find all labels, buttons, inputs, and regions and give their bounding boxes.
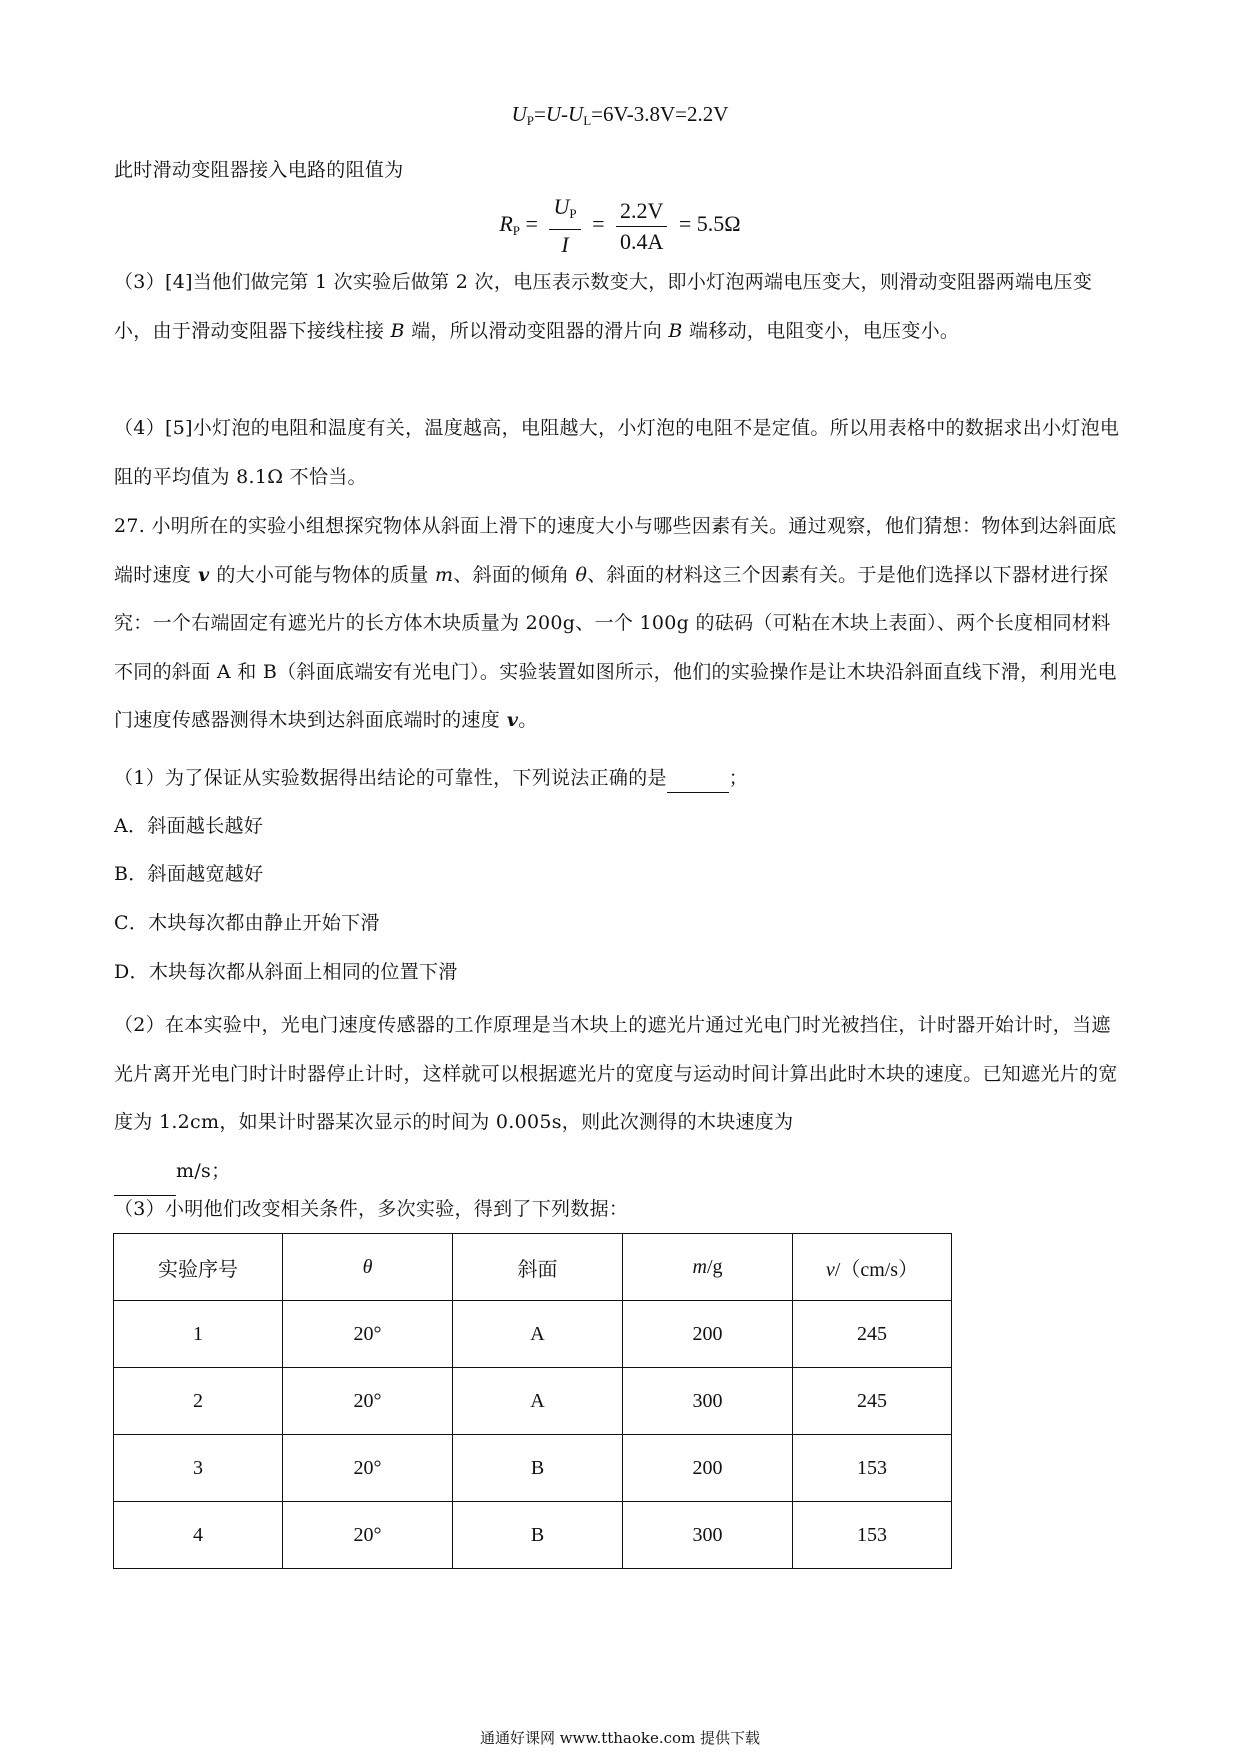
option-a: A．斜面越长越好	[114, 815, 264, 837]
table-row: 1 20° A 200 245	[114, 1301, 952, 1368]
table-header-row	[114, 1234, 952, 1301]
fraction-up-over-i: $\frac{U_P}{I}$	[549, 192, 580, 260]
question-27-part-2: （2）在本实验中，光电门速度传感器的工作原理是当木块上的遮光片通过光电门时光被挡住，计时器开始计时，当遮光片离开光电门时计时器停止计时，这样就可以根据遮光片的宽度与运动时间计算出此时木块的速度。已知遮光片的宽度为 1.2cm，如果计时器某次显示的时间为 0.005s，则此次测得的木块速度为 m/s；	[114, 1001, 1126, 1196]
page-footer: 通通好课网 www.tthaoke.com 提供下载	[479, 1729, 761, 1747]
question-27: 27. 小明所在的实验小组想探究物体从斜面上滑下的速度大小与哪些因素有关。通过观察，他们猜想：物体到达斜面底端时速度 v 的大小可能与物体的质量 m、斜面的倾角 θ、斜面的材料这三个因素有关。于是他们选择以下器材进行探究：一个右端固定有遮光片的长方体木块质量为 200g、一个 100g 的砝码（可粘在木块上表面）、两个长度相同材料不同的斜面 A 和 B（斜面底端安有光电门）。实验装置如图所示，他们的实验操作是让木块沿斜面直线下滑，利用光电门速度传感器测得木块到达斜面底端时的速度 v。	[114, 515, 1117, 731]
table-row: 2 20° A 300 245	[114, 1368, 952, 1435]
header-mass: m/g	[623, 1234, 793, 1301]
paragraph-answer-4: （4）[5]小灯泡的电阻和温度有关，温度越高，电阻越大，小灯泡的电阻不是定值。所以用表格中的数据求出小灯泡电阻的平均值为 8.1Ω 不恰当。	[114, 417, 1120, 488]
answer-blank-1[interactable]	[667, 764, 729, 793]
option-b: B．斜面越宽越好	[114, 863, 264, 885]
header-theta: θ	[283, 1234, 453, 1301]
data-table	[113, 1233, 952, 1569]
question-27-part-3: （3）小明他们改变相关条件，多次实验，得到了下列数据：	[114, 1198, 629, 1220]
paragraph-answer-3: （3）[4]当他们做完第 1 次实验后做第 2 次，电压表示数变大，即小灯泡两端电压变大，则滑动变阻器两端电压变小，由于滑动变阻器下接线柱接 B 端，所以滑动变阻器的滑片向 B 端移动，电阻变小，电压变小。	[114, 271, 1093, 342]
header-slope: 斜面	[453, 1234, 623, 1301]
question-27-part-1: （1）为了保证从实验数据得出结论的可靠性，下列说法正确的是 ；	[114, 764, 748, 793]
text-resistance-intro: 此时滑动变阻器接入电路的阻值为	[114, 159, 404, 181]
equation-voltage: $U_P=U-U_L=6V-3.8V=2.2V$	[511, 102, 729, 128]
option-d: D．木块每次都从斜面上相同的位置下滑	[114, 961, 458, 983]
equation-resistance: $R_P$ = $\frac{U_P}{I}$ = $\frac{2.2V}{0.4A}$ = 5.5Ω	[0, 192, 1240, 260]
header-trial-number: 实验序号	[114, 1234, 283, 1301]
table-row: 3 20° B 200 153	[114, 1435, 952, 1502]
option-c: C．木块每次都由静止开始下滑	[114, 912, 380, 934]
answer-blank-2[interactable]	[114, 1147, 176, 1197]
fraction-values: $\frac{2.2V}{0.4A}$	[616, 196, 667, 257]
header-velocity: v/（cm/s）	[793, 1234, 952, 1301]
table-row: 4 20° B 300 153	[114, 1502, 952, 1569]
